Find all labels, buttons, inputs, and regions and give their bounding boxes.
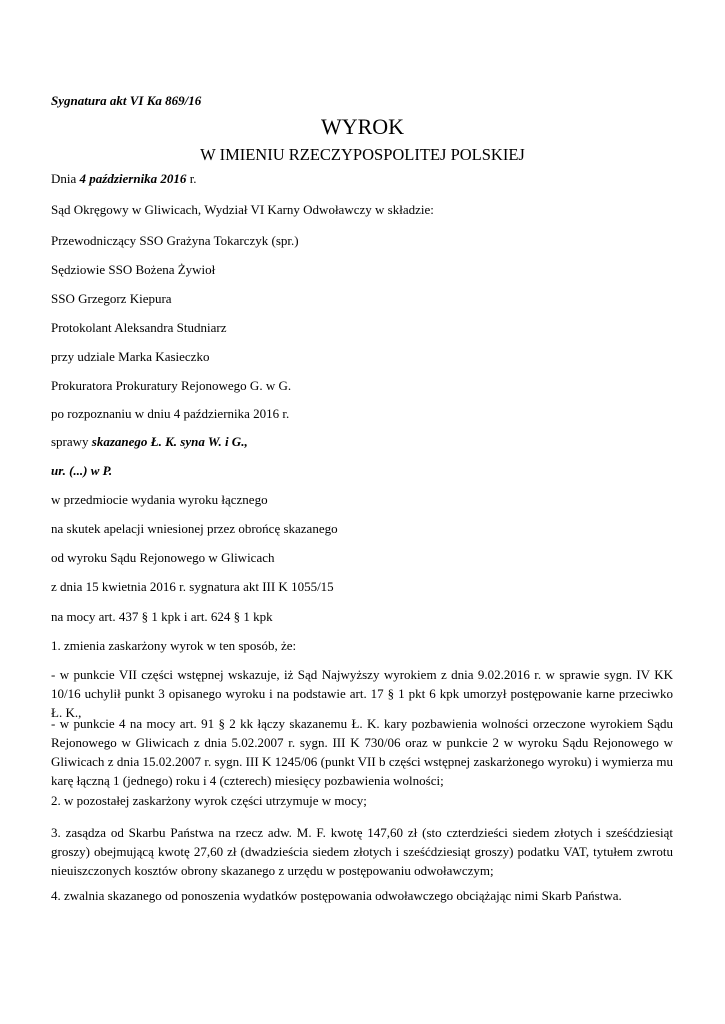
court-composition: Sąd Okręgowy w Gliwicach, Wydział VI Karny Odwoławczy w składzie:: [51, 202, 434, 217]
judges: Sędziowie SSO Bożena Żywioł: [51, 262, 216, 277]
case-signature: Sygnatura akt VI Ka 869/16: [51, 93, 202, 108]
point-2: 2. w pozostałej zaskarżony wyrok części utrzymuje w mocy;: [51, 793, 367, 808]
judgment-title: WYROK: [320, 114, 405, 139]
case-subject-matter: w przedmiocie wydania wyroku łącznego: [51, 492, 268, 507]
participation: przy udziale Marka Kasieczko: [51, 349, 210, 364]
case-prefix: sprawy: [51, 434, 89, 449]
second-judge: SSO Grzegorz Kiepura: [51, 291, 172, 306]
source-judgment-date: z dnia 15 kwietnia 2016 r. sygnatura akt III K 1055/15: [51, 579, 334, 594]
point-1-a: - w punkcie VII części wstępnej wskazuje, iż Sąd Najwyższy wyrokiem z dnia 9.02.2016 r. w sprawie sygn. IV KK 10/16 uchylił punkt 3 opisanego wyroku i na podstawie art. 17 § 1 pkt 6 kpk umorzył postępowanie karne przeciwko Ł. K.,: [51, 667, 673, 720]
point-1-b: - w punkcie 4 na mocy art. 91 § 2 kk łączy skazanemu Ł. K. kary pozbawienia wolności orzeczone wyrokiem Sądu Rejonowego w Gliwicach z dnia 5.02.2007 r. sygn. III K 730/06 oraz w punkcie 2 w wyroku Sądu Rejonowego w Gliwicach z dnia 15.02.2007 r. sygn. III K 1245/06 (punkt VII b części wstępnej zaskarżonego wyroku) i wymierza mu karę łączną 1 (jednego) roku i 4 (czterech) miesięcy pozbawienia wolności;: [51, 716, 673, 788]
point-3: 3. zasądza od Skarbu Państwa na rzecz adw. M. F. kwotę 147,60 zł (sto czterdzieści siedem złotych i sześćdziesiąt groszy) obejmującą kwotę 27,60 zł (dwadzieścia siedem złotych i sześćdziesiąt groszy) podatku VAT, tytułem zwrotu nieuiszczonych kosztów obrony skazanego z urzędu w postępowaniu odwoławczym;: [51, 825, 673, 878]
judgment-subtitle: W IMIENIU RZECZYPOSPOLITEJ POLSKIEJ: [200, 145, 525, 164]
source-judgment: od wyroku Sądu Rejonowego w Gliwicach: [51, 550, 275, 565]
recorder: Protokolant Aleksandra Studniarz: [51, 320, 227, 335]
date-suffix: r.: [186, 171, 197, 186]
date-value: 4 października 2016: [79, 171, 187, 186]
point-1: 1. zmienia zaskarżony wyrok w ten sposób, że:: [51, 638, 297, 653]
case-line: [51, 433, 248, 450]
hearing-date: po rozpoznaniu w dniu 4 października 2016 r.: [51, 406, 290, 421]
prosecutor: Prokuratora Prokuratury Rejonowego G. w G.: [51, 378, 292, 393]
presiding-judge: Przewodniczący SSO Grażyna Tokarczyk (spr.): [51, 233, 299, 248]
point-4: 4. zwalnia skazanego od ponoszenia wydatków postępowania odwoławczego obciążając nimi Skarb Państwa.: [51, 888, 622, 903]
judgment-date: [51, 170, 197, 187]
date-prefix: Dnia: [51, 171, 77, 186]
legal-basis: na mocy art. 437 § 1 kpk i art. 624 § 1 kpk: [51, 609, 273, 624]
case-subject: skazanego Ł. K. syna W. i G.,: [91, 434, 248, 449]
appeal-info: na skutek apelacji wniesionej przez obrońcę skazanego: [51, 521, 338, 536]
birth-info: ur. (...) w P.: [51, 463, 113, 478]
